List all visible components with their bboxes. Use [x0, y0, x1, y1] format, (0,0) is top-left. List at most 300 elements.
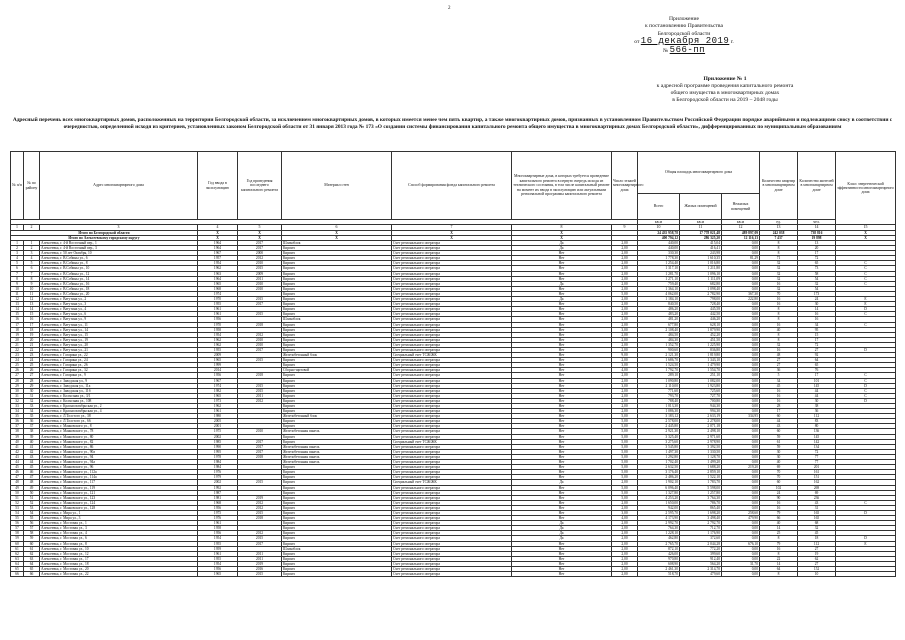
table-cell: 1956 — [198, 317, 238, 322]
table-cell: 1 783,70 — [680, 480, 722, 485]
table-cell: 30 — [24, 388, 40, 393]
table-cell: Алексеевка, г. Маяковского ул., 112а — [40, 470, 198, 475]
table-cell: 1 650,00 — [638, 500, 680, 505]
table-cell: 2017 — [238, 439, 282, 444]
table-cell: 1967 — [198, 251, 238, 256]
table-cell: 1975 — [198, 429, 238, 434]
table-cell: 3,00 — [612, 327, 638, 332]
table-cell: Нет — [512, 434, 612, 439]
table-cell: Шлакоблок — [282, 241, 392, 246]
table-cell: 5,00 — [612, 434, 638, 439]
table-cell: Алексеевка, г. Колхозная ул., 3/1 — [40, 393, 198, 398]
table-cell: 1 096,10 — [680, 271, 722, 276]
table-cell: 28 — [760, 404, 798, 409]
table-cell: Нет — [512, 500, 612, 505]
header-address: Адрес многоквартирного дома — [40, 152, 198, 220]
table-cell: 32 — [760, 266, 798, 271]
table-cell: C — [836, 261, 896, 266]
table-cell: Алексеевка, г. Мостовая ул., 3 — [40, 526, 198, 531]
table-cell: 0,00 — [722, 404, 760, 409]
table-cell: 30 — [798, 398, 836, 403]
table-cell: D — [836, 536, 896, 541]
table-cell: 2010 — [238, 337, 282, 342]
table-cell: 2,00 — [612, 551, 638, 556]
table-cell: 40 — [11, 439, 24, 444]
table-cell: 334,95 — [722, 414, 760, 419]
table-cell: 0,00 — [722, 261, 760, 266]
table-cell: Да — [512, 297, 612, 302]
table-cell: 2,00 — [612, 251, 638, 256]
table-cell: 59 — [760, 444, 798, 449]
table-cell: 15 — [24, 312, 40, 317]
unit-flats: ед. — [760, 220, 798, 225]
table-cell: Нет — [512, 358, 612, 363]
table-cell: 58 — [11, 531, 24, 536]
table-cell: 10 — [24, 286, 40, 291]
table-cell: 7 — [24, 271, 40, 276]
table-cell: 5 598,00 — [680, 485, 722, 490]
table-cell: 0,00 — [722, 485, 760, 490]
table-cell: 40 — [760, 521, 798, 526]
table-cell: 8 — [760, 246, 798, 251]
table-cell: Счет регионального оператора — [392, 429, 512, 434]
table-cell: C — [836, 271, 896, 276]
table-cell: 58 — [798, 271, 836, 276]
table-cell: 13 — [11, 302, 24, 307]
table-cell: Алексеевка, г. Заводская ул., 11б — [40, 388, 198, 393]
table-cell: 2,00 — [612, 241, 638, 246]
table-cell: 27 — [798, 347, 836, 352]
total-region-residents: 738 816 — [798, 230, 836, 235]
table-cell: Алексеевка, г. 50 лет Октября, 10 — [40, 251, 198, 256]
total-region-nonliving: 489 897,09 — [722, 230, 760, 235]
table-cell: 17 — [798, 373, 836, 378]
table-cell: Нет — [512, 332, 612, 337]
column-number: 8 — [512, 225, 612, 230]
table-cell: 5,00 — [612, 291, 638, 296]
table-cell: 2,00 — [612, 373, 638, 378]
table-cell: 60 — [760, 414, 798, 419]
table-cell: Счет регионального оператора — [392, 454, 512, 459]
table-cell: 2012 — [238, 256, 282, 261]
table-cell: C — [836, 281, 896, 286]
table-cell: 1 923,80 — [680, 383, 722, 388]
table-cell: 30 — [798, 302, 836, 307]
table-cell: 0,00 — [722, 322, 760, 327]
table-cell: 2,00 — [612, 317, 638, 322]
table-cell: 0,00 — [722, 521, 760, 526]
table-cell: 30 — [760, 449, 798, 454]
table-cell: 19 — [11, 332, 24, 337]
table-cell: Счет регионального оператора — [392, 368, 512, 373]
table-cell: Нет — [512, 541, 612, 546]
table-cell: 165 — [798, 510, 836, 515]
table-cell: 48 — [760, 353, 798, 358]
table-cell: 786,70 — [680, 500, 722, 505]
table-cell: 38 — [11, 429, 24, 434]
table-cell: 677,80 — [638, 322, 680, 327]
table-cell: 0,00 — [722, 424, 760, 429]
table-cell: 44 — [798, 393, 836, 398]
table-cell: Кирпич — [282, 419, 392, 424]
table-cell: 49 — [11, 485, 24, 490]
table-cell: 37 — [24, 424, 40, 429]
table-cell: 0,00 — [722, 302, 760, 307]
table-cell: Алексеевка, г. Маяковского ул., 123 — [40, 495, 198, 500]
table-cell: 1954 — [198, 332, 238, 337]
table-cell: Алексеевка, г. Маяковского ул., 8 — [40, 424, 198, 429]
table-cell: Счет регионального оператора — [392, 556, 512, 561]
table-cell: 1 479,90 — [680, 363, 722, 368]
table-cell: 2009 — [198, 353, 238, 358]
table-cell: 34 — [798, 322, 836, 327]
table-cell: 2,00 — [612, 393, 638, 398]
table-cell: 942,00 — [638, 505, 680, 510]
table-cell: 27 — [760, 363, 798, 368]
table-cell: Нет — [512, 322, 612, 327]
table-cell: 2002 — [198, 480, 238, 485]
table-cell: 728,40 — [680, 302, 722, 307]
table-cell: 0,00 — [722, 470, 760, 475]
table-cell: 20 — [798, 246, 836, 251]
table-cell: Кирпич — [282, 480, 392, 485]
table-cell: Кирпич — [282, 347, 392, 352]
table-cell: 22 — [760, 556, 798, 561]
table-cell: 36 — [11, 419, 24, 424]
table-cell: Счет регионального оператора — [392, 465, 512, 470]
table-cell: 788,40 — [638, 398, 680, 403]
table-cell: C — [836, 312, 896, 317]
table-cell: Кирпич — [282, 276, 392, 281]
table-cell: 771,60 — [638, 388, 680, 393]
table-cell: 1990 — [198, 444, 238, 449]
table-cell — [836, 572, 896, 577]
table-cell: Нет — [512, 342, 612, 347]
column-number: 4 — [198, 225, 238, 230]
table-cell: 6 — [24, 266, 40, 271]
table-cell: Нет — [512, 429, 612, 434]
table-cell: Кирпич — [282, 424, 392, 429]
table-cell: Кирпич — [282, 378, 392, 383]
table-cell: 1 702,40 — [638, 460, 680, 465]
table-cell: 0,00 — [722, 434, 760, 439]
table-cell: 5,00 — [612, 439, 638, 444]
table-cell: Алексеевка, г. Маяковского ул., 86 — [40, 444, 198, 449]
table-cell: Счет регионального оператора — [392, 449, 512, 454]
table-cell: Нет — [512, 383, 612, 388]
table-cell: 1 352,70 — [638, 342, 680, 347]
table-cell: Железобетонная панель — [282, 449, 392, 454]
table-cell: 900,60 — [638, 347, 680, 352]
table-cell: 40 — [24, 439, 40, 444]
table-cell: 5,00 — [612, 490, 638, 495]
table-cell: Счет регионального оператора — [392, 444, 512, 449]
table-cell: 59 — [24, 536, 40, 541]
column-number: 2 — [24, 225, 40, 230]
table-cell: Кирпич — [282, 409, 392, 414]
table-cell: 79 — [760, 510, 798, 515]
table-cell: 1 554,70 — [680, 368, 722, 373]
table-cell: 2,00 — [612, 281, 638, 286]
table-cell: 24 — [798, 297, 836, 302]
table-cell: Нет — [512, 465, 612, 470]
table-cell: 518,70 — [638, 572, 680, 577]
table-cell: Алексеевка, г. Ватутина ул., 15 — [40, 332, 198, 337]
table-cell: C — [836, 266, 896, 271]
table-cell: 32 — [760, 271, 798, 276]
table-cell: 865,40 — [680, 505, 722, 510]
table-cell: Счет регионального оператора — [392, 404, 512, 409]
column-number: 1 — [11, 225, 24, 230]
table-cell: Да — [512, 281, 612, 286]
table-cell: 80 — [798, 424, 836, 429]
table-cell: 1995 — [198, 449, 238, 454]
table-cell: 36 — [798, 409, 836, 414]
table-cell: 18 — [24, 327, 40, 332]
approval-line3: Белгородской области — [657, 30, 711, 37]
table-cell: Кирпич — [282, 332, 392, 337]
table-cell: 1957 — [198, 256, 238, 261]
table-cell: 1 524,50 — [638, 363, 680, 368]
table-cell: 8 — [760, 337, 798, 342]
table-cell: 1999 — [198, 363, 238, 368]
table-cell: Кирпич — [282, 322, 392, 327]
table-cell: 44 — [24, 460, 40, 465]
table-cell: Алексеевка, г. Мостовая ул., 10 — [40, 546, 198, 551]
table-cell: 55 — [11, 516, 24, 521]
table-cell: Нет — [512, 337, 612, 342]
table-cell: Кирпич — [282, 516, 392, 521]
table-cell: 0,00 — [722, 393, 760, 398]
table-cell: Счет регионального оператора — [392, 307, 512, 312]
table-cell: Счет регионального оператора — [392, 332, 512, 337]
approval-number — [569, 44, 799, 55]
table-cell: 793,70 — [638, 393, 680, 398]
table-cell: Алексеевка, г. Маяковского ул., 121 — [40, 490, 198, 495]
unit-area-nonliving: кв.м — [722, 220, 760, 225]
table-cell: Нет — [512, 373, 612, 378]
table-header — [11, 152, 896, 231]
table-cell: 1958 — [198, 526, 238, 531]
num-prefix: № — [662, 47, 669, 54]
table-cell: 3,00 — [612, 363, 638, 368]
table-cell: Железобетонная панель — [282, 460, 392, 465]
table-cell: E — [836, 302, 896, 307]
table-cell: 2 765,70 — [638, 541, 680, 546]
table-cell: 28 — [11, 378, 24, 383]
table-cell: C — [836, 388, 896, 393]
table-cell: 682,80 — [680, 281, 722, 286]
table-cell: 3 176,40 — [638, 470, 680, 475]
table-cell: 0,00 — [722, 572, 760, 577]
table-cell: Кирпич — [282, 567, 392, 572]
table-cell: 4 — [24, 256, 40, 261]
table-cell: 38 — [24, 429, 40, 434]
header-year-repair: Год проведения последнего капитального ремонта — [238, 152, 282, 220]
table-cell: Алексеевка, г. В.Собины ул., 8 — [40, 261, 198, 266]
table-cell: Нет — [512, 449, 612, 454]
table-cell: 64 — [760, 567, 798, 572]
table-cell: 426,00 — [638, 551, 680, 556]
table-cell: 1 225,90 — [680, 342, 722, 347]
table-cell: 0,00 — [722, 383, 760, 388]
table-cell: 70 — [760, 475, 798, 480]
table-cell: 2,00 — [612, 505, 638, 510]
table-cell: 56 — [11, 521, 24, 526]
table-cell: 608,90 — [638, 561, 680, 566]
table-cell: 25 — [24, 363, 40, 368]
table-cell: Счет регионального оператора — [392, 383, 512, 388]
table-cell: 0,00 — [722, 398, 760, 403]
table-cell: 8 — [760, 307, 798, 312]
table-cell: 16 — [760, 322, 798, 327]
total-district-area: 400 794,12 — [638, 235, 680, 240]
table-cell: Нет — [512, 347, 612, 352]
table-cell: Счет регионального оператора — [392, 414, 512, 419]
table-cell: Счет регионального оператора — [392, 434, 512, 439]
table-cell: 484,50 — [638, 332, 680, 337]
table-cell: Алексеевка, г. Гагарина ул., 32 — [40, 368, 198, 373]
table-cell: Нет — [512, 266, 612, 271]
table-cell: 1 686,70 — [638, 358, 680, 363]
table-cell: Алексеевка, г. Мостовая ул., 22 — [40, 572, 198, 577]
table-cell: 18 — [11, 327, 24, 332]
table-cell: Кирпич — [282, 312, 392, 317]
table-cell: Кирпич — [282, 521, 392, 526]
column-number: 6 — [282, 225, 392, 230]
table-cell: 2 486,20 — [638, 475, 680, 480]
table-cell: Алексеевка, г. Краснооктябрьская ул., 4 — [40, 409, 198, 414]
table-cell: Алексеевка, г. Маяковского ул., 117 — [40, 480, 198, 485]
table-cell: 59 — [760, 434, 798, 439]
table-cell: 0,00 — [722, 276, 760, 281]
header-flats: Количество квартир в многоквартирном доме — [760, 152, 798, 220]
table-cell: 49 — [24, 485, 40, 490]
table-cell: Кирпич — [282, 358, 392, 363]
table-cell: 759,40 — [638, 281, 680, 286]
table-cell: 2,00 — [612, 546, 638, 551]
table-cell: 2,00 — [612, 261, 638, 266]
table-cell: 2,00 — [612, 322, 638, 327]
table-cell: Кирпич — [282, 383, 392, 388]
table-cell: Счет регионального оператора — [392, 276, 512, 281]
table-cell: 2015 — [238, 383, 282, 388]
table-cell: 5,00 — [612, 419, 638, 424]
table-cell: Счет регионального оператора — [392, 327, 512, 332]
table-cell: Алексеевка, г. Гагарина ул., 24 — [40, 358, 198, 363]
table-cell: 1 098,40 — [680, 286, 722, 291]
total-region-area: 24 435 958,78 — [638, 230, 680, 235]
table-cell: 1 292,80 — [638, 454, 680, 459]
table-cell: 1 228,10 — [638, 531, 680, 536]
table-cell: 481,20 — [638, 317, 680, 322]
table-cell: 53 — [11, 505, 24, 510]
table-cell: 3 183,12 — [638, 414, 680, 419]
table-cell: 1984 — [198, 465, 238, 470]
table-cell: 32 — [760, 342, 798, 347]
table-cell: Алексеевка, г. Гагарина ул., 9 — [40, 373, 198, 378]
table-cell: 2014 — [198, 368, 238, 373]
table-cell: Нет — [512, 419, 612, 424]
table-cell: 16 — [798, 317, 836, 322]
table-cell: 1 086,30 — [638, 409, 680, 414]
table-cell: 2,00 — [612, 271, 638, 276]
table-cell: 451,50 — [680, 337, 722, 342]
total-region-row: Итого по Белгородской области X X X X X 24 435 958,78 17 778 021,48 489 897,09 242 038 738 816 X — [11, 230, 896, 235]
table-cell: Алексеевка, г. Ватутина ул., 11 — [40, 322, 198, 327]
table-cell: Нет — [512, 414, 612, 419]
table-cell: 145 — [798, 434, 836, 439]
table-cell: Нет — [512, 363, 612, 368]
table-cell: 372,60 — [680, 536, 722, 541]
table-cell: 65 — [11, 567, 24, 572]
table-cell: 34 — [11, 409, 24, 414]
table-cell: 2000 — [238, 251, 282, 256]
table-cell: 3 275,60 — [638, 439, 680, 444]
table-cell: Кирпич — [282, 505, 392, 510]
table-cell: Нет — [512, 510, 612, 515]
table-cell: Алексеевка, г. Маяковского ул., 96 — [40, 465, 198, 470]
table-cell: 2,00 — [612, 337, 638, 342]
table-cell: 41 — [24, 444, 40, 449]
table-cell: 0,00 — [722, 373, 760, 378]
table-cell: 2,00 — [612, 561, 638, 566]
table-cell: Счет регионального оператора — [392, 485, 512, 490]
table-cell: 24 — [24, 358, 40, 363]
table-cell: 2,00 — [612, 312, 638, 317]
header-residents: Количество жителей в многоквартирном доме — [798, 152, 836, 220]
table-cell: 3 — [24, 251, 40, 256]
table-cell: 2012 — [238, 398, 282, 403]
table-cell: Кирпич — [282, 500, 392, 505]
table-cell: Кирпич — [282, 266, 392, 271]
table-cell: Счет регионального оператора — [392, 526, 512, 531]
table-cell: 2001 — [198, 424, 238, 429]
table-cell: 2012 — [238, 505, 282, 510]
table-cell: 2,00 — [612, 342, 638, 347]
table-cell: Алексеевка, г. В.Собины ул., 16 — [40, 281, 198, 286]
table-cell: 2,00 — [612, 404, 638, 409]
table-cell: 72 — [798, 256, 836, 261]
table-cell: 1962 — [198, 337, 238, 342]
table-cell: Алексеевка, г. Л.Толстого ул., 66 — [40, 419, 198, 424]
table-cell: 16 — [760, 388, 798, 393]
table-cell: 66 — [11, 572, 24, 577]
column-number: 3 — [40, 225, 198, 230]
table-cell: 16 — [760, 297, 798, 302]
table-cell: 1955 — [198, 302, 238, 307]
table-cell: 994,30 — [680, 409, 722, 414]
header-efficiency: Класс энергетической эффективности многоквартирного дома — [836, 152, 896, 225]
table-cell: Счет регионального оператора — [392, 495, 512, 500]
table-cell: 8 — [760, 312, 798, 317]
table-cell: 19 — [24, 332, 40, 337]
table-cell: 25 — [760, 531, 798, 536]
houses-table — [10, 151, 896, 577]
table-cell: Счет регионального оператора — [392, 317, 512, 322]
table-cell: 2017 — [238, 246, 282, 251]
table-cell: 2011 — [238, 556, 282, 561]
table-cell: Счет регионального оператора — [392, 246, 512, 251]
table-cell: 0,00 — [722, 368, 760, 373]
table-cell: 11 — [24, 291, 40, 296]
table-cell: 2,00 — [612, 398, 638, 403]
table-cell: 81,29 — [722, 256, 760, 261]
table-cell: Кирпич — [282, 286, 392, 291]
table-cell: 27 — [11, 373, 24, 378]
table-cell: Алексеевка, г. Маяковского ул., 78 — [40, 429, 198, 434]
table-cell: 35 — [11, 414, 24, 419]
